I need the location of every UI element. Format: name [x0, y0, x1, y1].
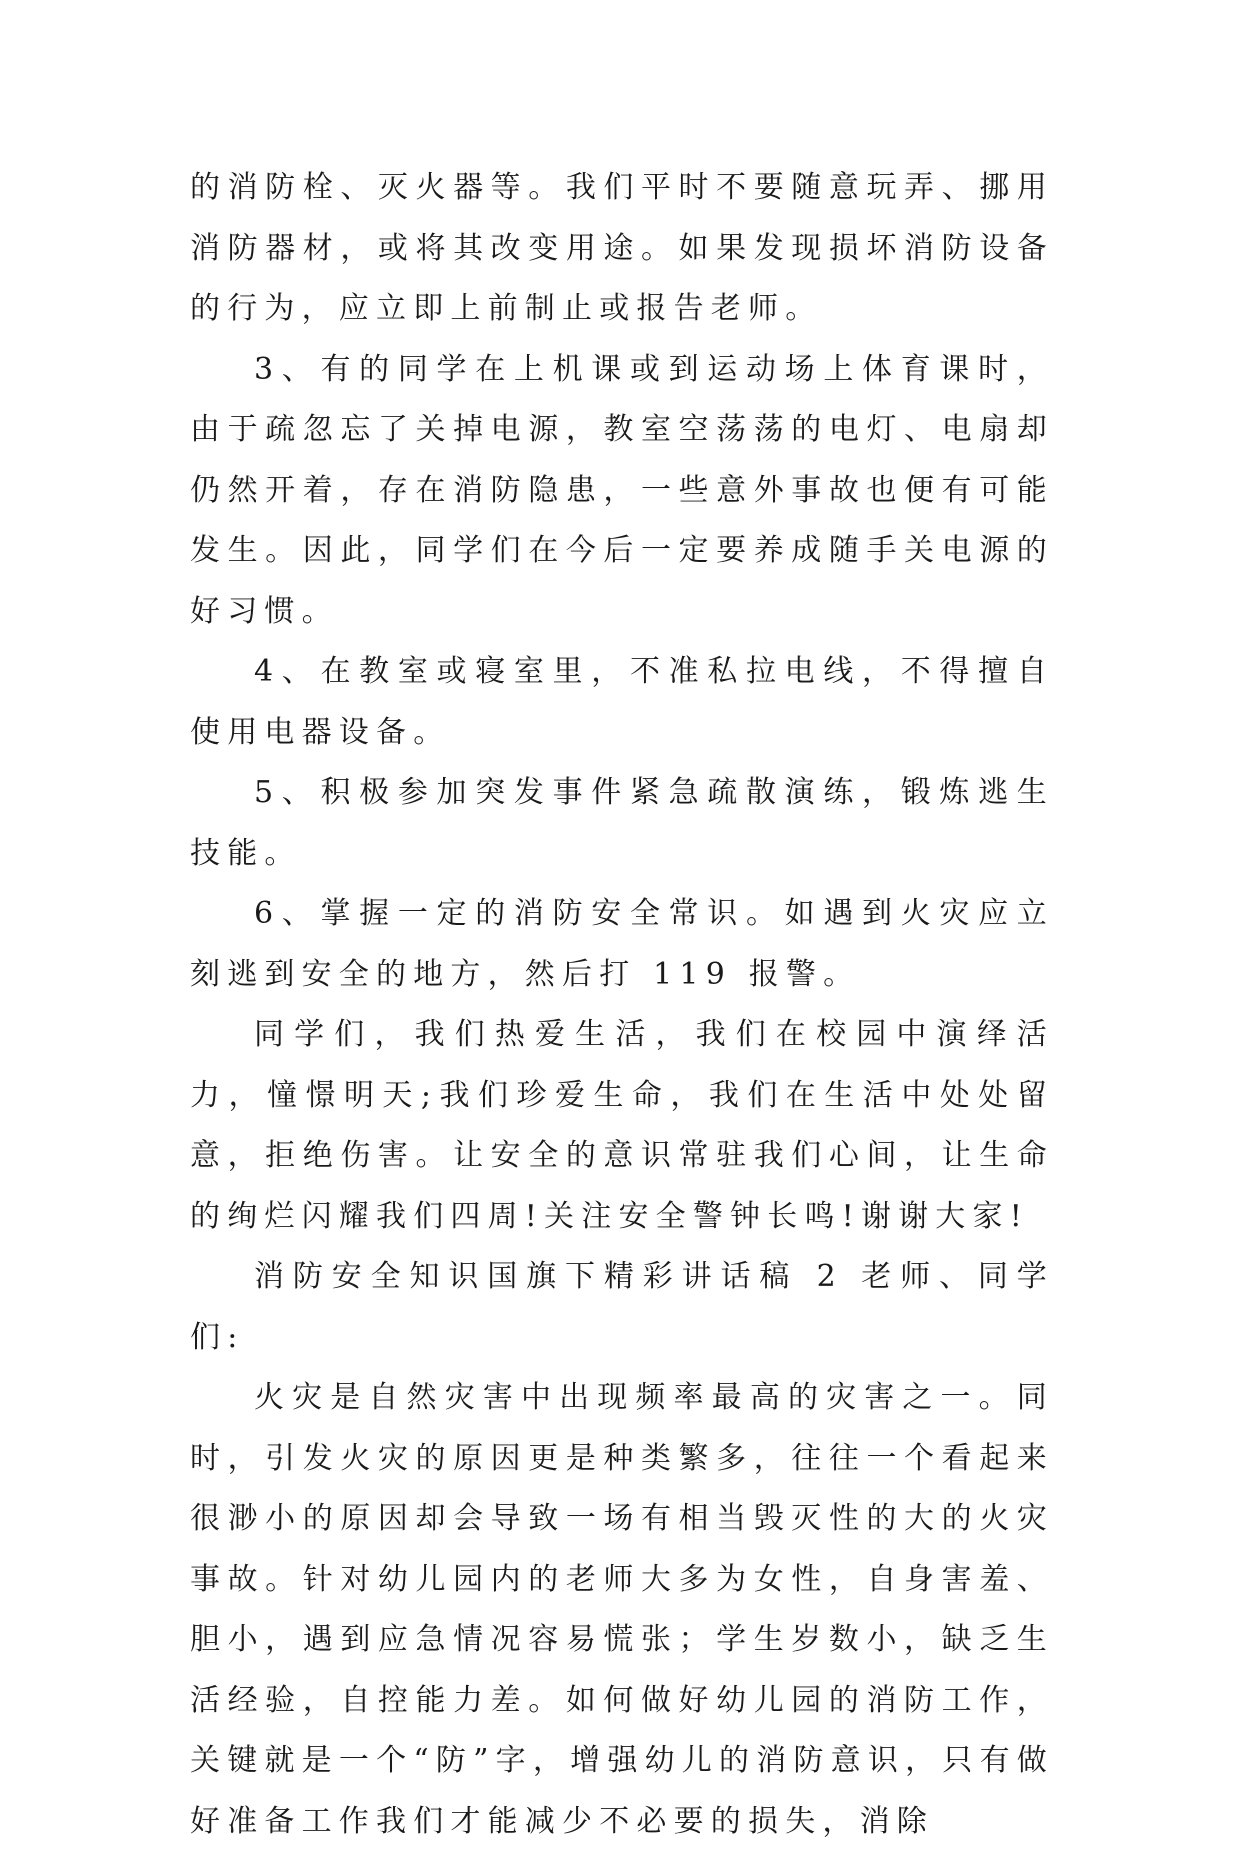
paragraph-7: 火灾是自然灾害中出现频率最高的灾害之一。同时，引发火灾的原因更是种类繁多，往往一个看起来很渺小的原因却会导致一场有相当毁灭性的大的火灾事故。针对幼儿园内的老师大多为女性，自身害羞、胆小，遇到应急情况容易慌张；学生岁数小，缺乏生活经验，自控能力差。如何做好幼儿园的消防工作，关键就是一个“防”字，增强幼儿的消防意识，只有做好准备工作我们才能减少不必要的损失，消除 — [190, 1380, 1054, 1839]
paragraph-4: 5、积极参加突发事件紧急疏散演练，锻炼逃生技能。 — [190, 775, 1054, 871]
paragraph-3: 4、在教室或寝室里，不准私拉电线，不得擅自使用电器设备。 — [190, 654, 1054, 750]
section-heading: 消防安全知识国旗下精彩讲话稿 2 老师、同学们: — [190, 1259, 1054, 1355]
document-page — [190, 158, 1054, 1852]
paragraph-6: 同学们，我们热爱生活，我们在校园中演绎活力，憧憬明天;我们珍爱生命，我们在生活中处处留意，拒绝伤害。让安全的意识常驻我们心间，让生命的绚烂闪耀我们四周!关注安全警钟长鸣!谢谢大家! — [190, 1017, 1054, 1234]
paragraph-1: 的消防栓、灭火器等。我们平时不要随意玩弄、挪用消防器材，或将其改变用途。如果发现损坏消防设备的行为，应立即上前制止或报告老师。 — [190, 170, 1054, 326]
paragraph-2: 3、有的同学在上机课或到运动场上体育课时，由于疏忽忘了关掉电源，教室空荡荡的电灯、电扇却仍然开着，存在消防隐患，一些意外事故也便有可能发生。因此，同学们在今后一定要养成随手关电源的好习惯。 — [190, 351, 1054, 629]
paragraph-5: 6、掌握一定的消防安全常识。如遇到火灾应立刻逃到安全的地方，然后打 119 报警。 — [190, 896, 1054, 992]
